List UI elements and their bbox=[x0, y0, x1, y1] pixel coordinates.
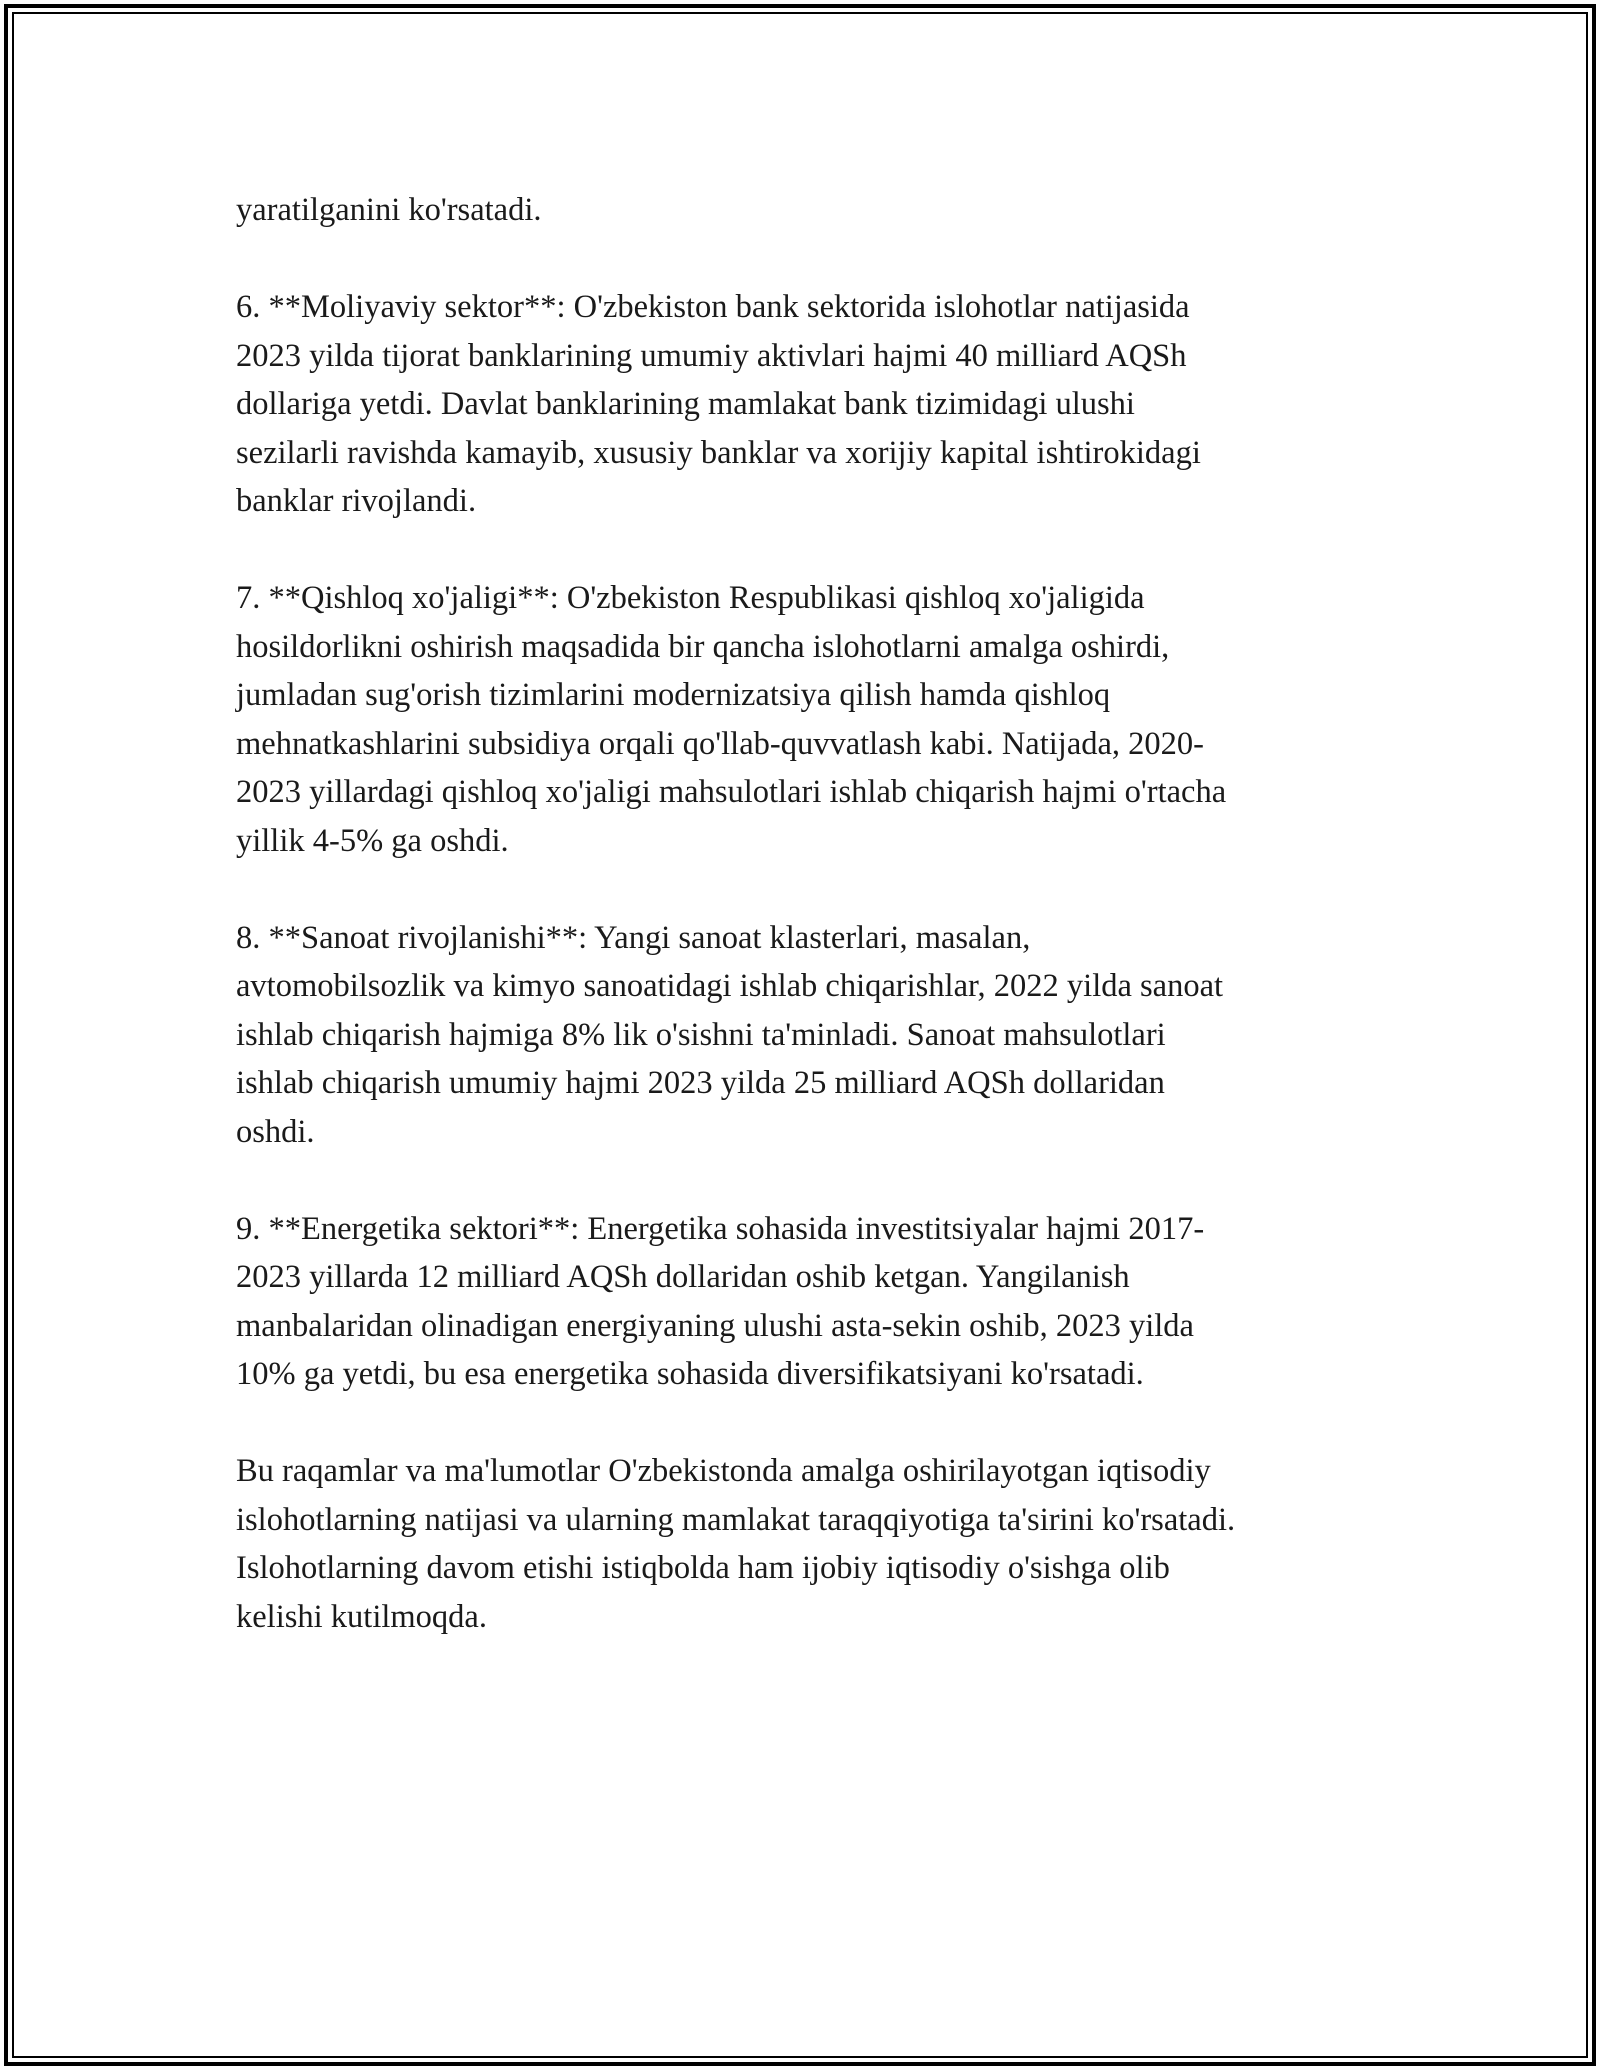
paragraph-agriculture: 7. **Qishloq xo'jaligi**: O'zbekiston Respublikasi qishloq xo'jaligida hosildorlikni oshirish maqsadida bir qancha islohotlarni amalga oshirdi, jumladan sug'orish tizimlarini modernizatsiya qilish hamda qishloq mehnatkashlarini subsidiya orqali qo'llab-quvvatlash kabi. Natijada, 2020- 2023 yillardagi qishloq xo'jaligi mahsulotlari ishlab chiqarish hajmi o'rtacha yillik 4-5% ga oshdi. bbox=[236, 580, 1227, 859]
paragraph-industry: 8. **Sanoat rivojlanishi**: Yangi sanoat klasterlari, masalan, avtomobilsozlik va kimyo sanoatidagi ishlab chiqarishlar, 2022 yilda sanoat ishlab chiqarish hajmiga 8% lik o'sishni ta'minladi. Sanoat mahsulotlari ishlab chiqarish umumiy hajmi 2023 yilda 25 milliard AQSh dollaridan oshdi. bbox=[236, 919, 1224, 1150]
paragraph-energy-sector: 9. **Energetika sektori**: Energetika sohasida investitsiyalar hajmi 2017- 2023 yillarda 12 milliard AQSh dollaridan oshib ketgan. Yangilanish manbalaridan olinadigan energiyaning ulushi asta-sekin oshib, 2023 yilda 10% ga yetdi, bu esa energetika sohasida diversifikatsiyani ko'rsatadi. bbox=[236, 1210, 1205, 1392]
document-body bbox=[236, 186, 1376, 1641]
paragraph-financial-sector: 6. **Moliyaviy sektor**: O'zbekiston bank sektorida islohotlar natijasida 2023 yilda tijorat banklarining umumiy aktivlari hajmi 40 milliard AQSh dollariga yetdi. Davlat banklarining mamlakat bank tizimidagi ulushi sezilarli ravishda kamayib, xususiy banklar va xorijiy kapital ishtirokidagi banklar rivojlandi. bbox=[236, 289, 1201, 519]
paragraph-continuation: yaratilganini ko'rsatadi. bbox=[236, 192, 542, 228]
paragraph-conclusion: Bu raqamlar va ma'lumotlar O'zbekistonda amalga oshirilayotgan iqtisodiy islohotlarning natijasi va ularning mamlakat taraqqiyotiga ta'sirini ko'rsatadi. Islohotlarning davom etishi istiqbolda ham ijobiy iqtisodiy o'sishga olib kelishi kutilmoqda. bbox=[236, 1453, 1236, 1635]
